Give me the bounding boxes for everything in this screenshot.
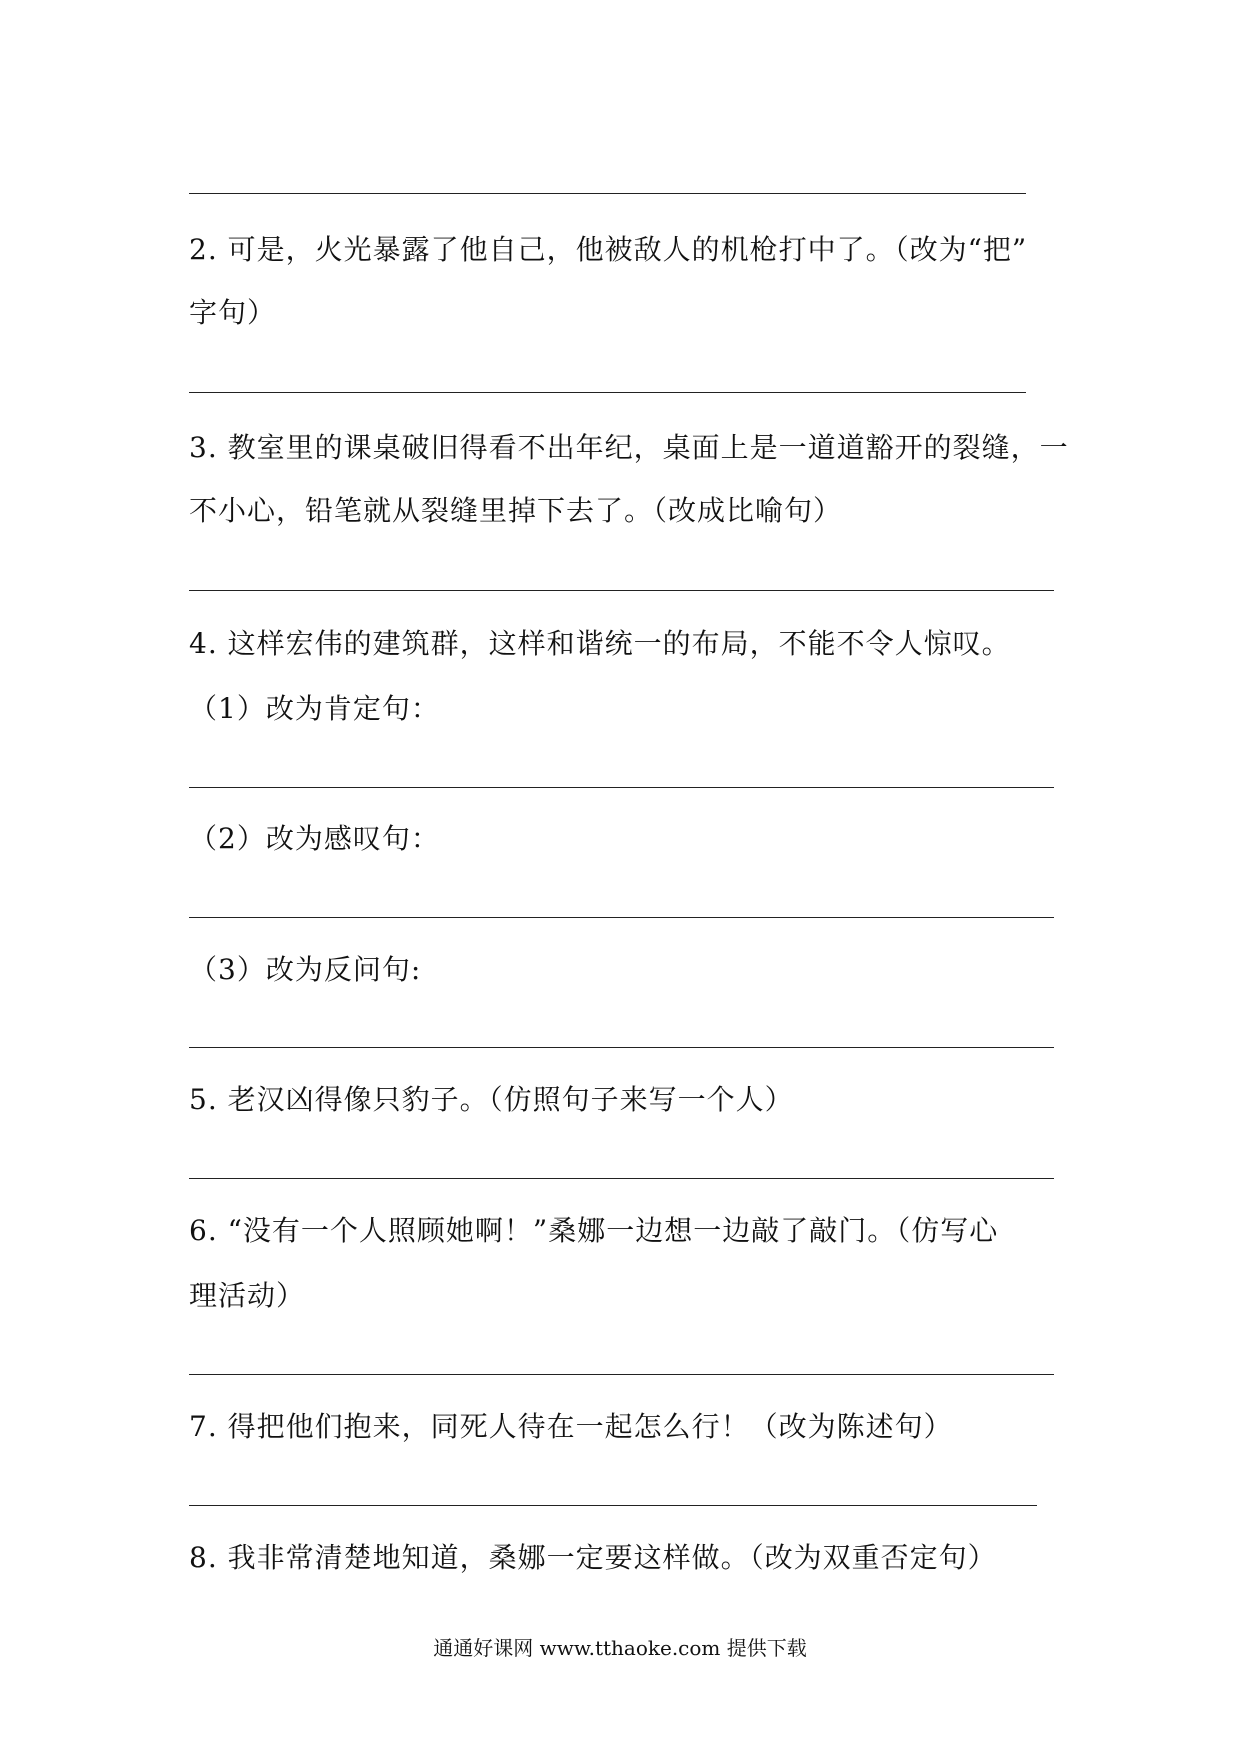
answer-line-q4-1 [189,787,1054,788]
answer-line-q4-3 [189,1047,1054,1048]
question-4-line-1: 4. 这样宏伟的建筑群，这样和谐统一的布局，不能不令人惊叹。 [189,627,1011,660]
answer-line-q3 [189,590,1054,591]
question-7-line-1: 7. 得把他们抱来，同死人待在一起怎么行！（改为陈述句） [189,1410,953,1443]
footer-download-note: 通通好课网 www.tthaoke.com 提供下载 [433,1636,807,1660]
answer-line-q5 [189,1178,1054,1179]
question-4-sub-2: （2）改为感叹句： [189,822,440,855]
question-4-sub-3: （3）改为反问句: [189,953,422,986]
answer-line-q4-2 [189,917,1054,918]
question-3-line-2: 不小心，铅笔就从裂缝里掉下去了。（改成比喻句） [189,494,843,527]
question-6-line-2: 理活动） [189,1279,306,1312]
answer-line-q1 [189,193,1026,194]
answer-line-q2 [189,392,1026,393]
question-2-line-2: 字句） [189,296,277,329]
question-4-sub-1: （1）改为肯定句： [189,692,440,725]
question-8-line-1: 8. 我非常清楚地知道，桑娜一定要这样做。（改为双重否定句） [189,1541,997,1574]
answer-line-q7 [189,1505,1037,1506]
answer-line-q6 [189,1374,1054,1375]
question-3-line-1: 3. 教室里的课桌破旧得看不出年纪，桌面上是一道道豁开的裂缝，一 [189,431,1069,464]
question-5-line-1: 5. 老汉凶得像只豹子。（仿照句子来写一个人） [189,1083,794,1116]
question-6-line-1: 6. “没有一个人照顾她啊！”桑娜一边想一边敲了敲门。（仿写心 [189,1214,999,1247]
question-2-line-1: 2. 可是，火光暴露了他自己，他被敌人的机枪打中了。（改为“把” [189,233,1028,266]
